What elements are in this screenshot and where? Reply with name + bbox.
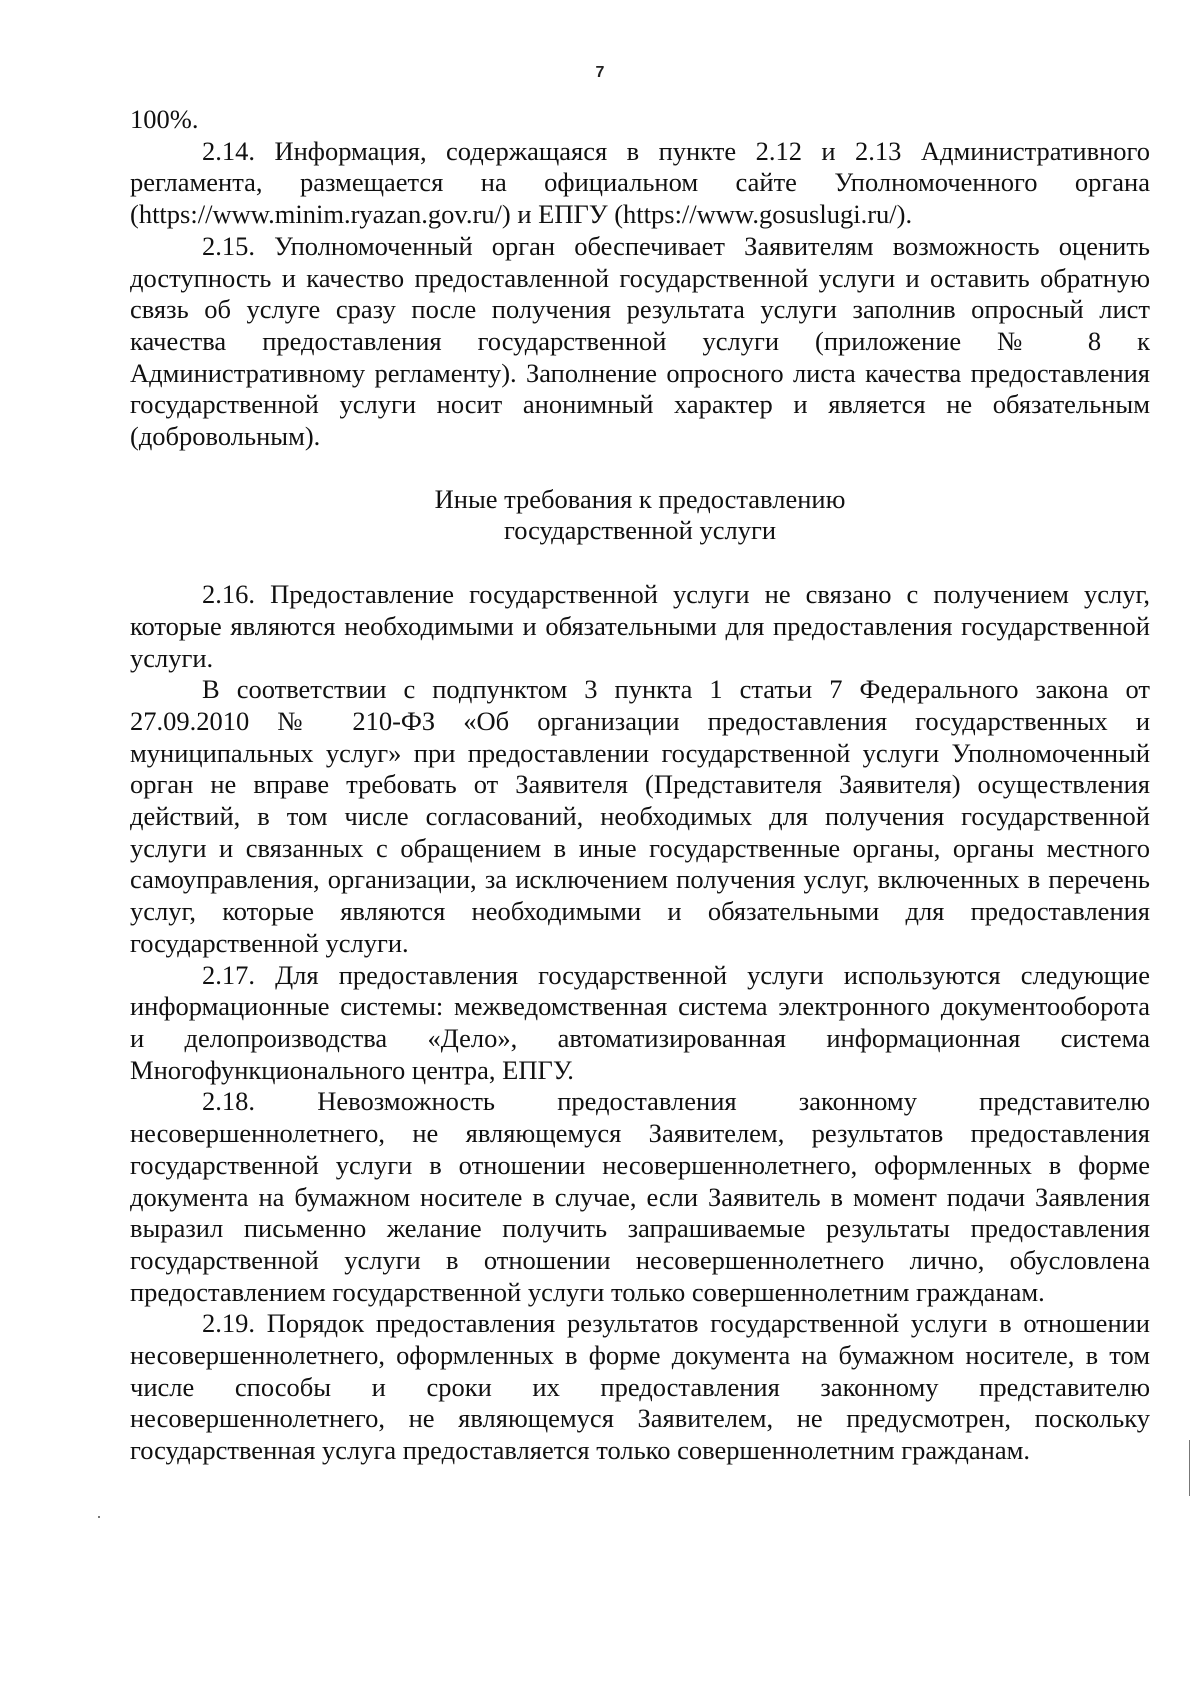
- section-heading-line-2: государственной услуги: [503, 515, 777, 546]
- paragraph-2-16: 2.16. Предоставление государственной услуги не связано с получением услуг, которые являются необходимыми и обязательными для предоставления государственной услуги.: [130, 579, 1150, 673]
- section-heading-line-1: Иные требования к предоставлению: [434, 483, 846, 514]
- paragraph-2-14: 2.14. Информация, содержащаяся в пункте 2.12 и 2.13 Административного регламента, размещается на официальном сайте Уполномоченного органа (https://www.minim.ryazan.gov.ru/) и ЕПГУ (https://www.gosuslugi.ru/).: [130, 135, 1150, 230]
- paragraph-2-19: 2.19. Порядок предоставления результатов государственной услуги в отношении несовершеннолетнего, оформленных в форме документа на бумажном носителе, в том числе способы и сроки их предоставления законному представителю несовершеннолетнего, не являющемуся Заявителем, не предусмотрен, поскольку государственная услуга предоставляется только совершеннолетним гражданам.: [130, 1308, 1150, 1466]
- scan-artifact-dot: [98, 1516, 100, 1518]
- paragraph-continuation: 100%.: [130, 104, 199, 134]
- scan-artifact-line: [1189, 1440, 1190, 1496]
- paragraph-2-17: 2.17. Для предоставления государственной услуги используются следующие информационные системы: межведомственная система электронного документооборота и делопроизводства «Дело», автоматизированная информационная система Многофункционального центра, ЕПГУ.: [130, 959, 1150, 1085]
- paragraph-2-18: 2.18. Невозможность предоставления законному представителю несовершеннолетнего, не являющемуся Заявителем, результатов предоставления государственной услуги в отношении несовершеннолетнего, оформленных в форме документа на бумажном носителе в случае, если Заявитель в момент подачи Заявления выразил письменно желание получить запрашиваемые результаты предоставления государственной услуги в отношении несовершеннолетнего лично, обусловлена предоставлением государственной услуги только совершеннолетним гражданам.: [130, 1086, 1150, 1307]
- document-body: [130, 104, 1150, 1467]
- paragraph-2-15: 2.15. Уполномоченный орган обеспечивает Заявителям возможность оценить доступность и качество предоставленной государственной услуги и оставить обратную связь об услуге сразу после получения результата услуги заполнив опросный лист качества предоставления государственной услуги (приложение № 8 к Административному регламенту). Заполнение опросного листа качества предоставления государственной услуги носит анонимный характер и является не обязательным (добровольным).: [130, 230, 1150, 452]
- paragraph-2-16-federal-law: В соответствии с подпунктом 3 пункта 1 статьи 7 Федерального закона от 27.09.2010 № 210-ФЗ «Об организации предоставления государственных и муниципальных услуг» при предоставлении государственной услуги Уполномоченный орган не вправе требовать от Заявителя (Представителя Заявителя) осуществления действий, в том числе согласований, необходимых для получения государственной услуги и связанных с обращением в иные государственные органы, органы местного самоуправления, организации, за исключением получения услуг, включенных в перечень услуг, которые являются необходимыми и обязательными для предоставления государственной услуги.: [130, 674, 1150, 958]
- page-number: 7: [595, 64, 605, 81]
- section-heading: [130, 484, 1150, 547]
